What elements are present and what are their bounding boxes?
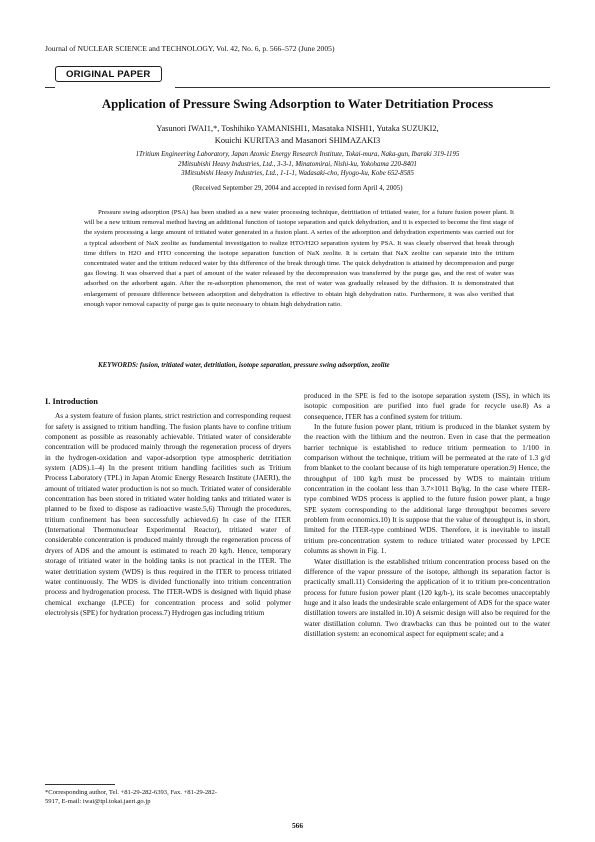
right-column bbox=[304, 391, 550, 639]
affiliation-3: 3Mitsubishi Heavy Industries, Ltd., 1-1-1, Wadasaki-cho, Hyogo-ku, Kobe 652-8585 bbox=[181, 170, 414, 178]
affiliation-2: 2Mitsubishi Heavy Industries, Ltd., 3-3-1, Minatomirai, Nishi-ku, Yokohama 220-8401 bbox=[178, 160, 417, 168]
intro-paragraph-2: In the future fusion power plant, tritium is produced in the blanket system by the reaction with the lithium and the neutron. Even in case that the permeation barrier technique is established to reduce tritium permeation to 1/100 in comparison without the technique, tritium will be permeated at the rate of 1.3 g/d from blanket to the coolant because of its high temperature operation.9) Hence, the throughput of 100 kg/h must be processed by WDS to maintain tritium concentration in the coolant less than 3.7×1011 Bq/kg. In the case where ITER-type combined WDS process is applied to the future fusion power plant, a huge SPE system corresponding to the additional large throughput becomes severe problem from economics.10) It is suppose that the value of throughput is, in short, limited for the ITER-type combined WDS. Therefore, it is inevitable to install tritium pre-concentration system to reduce tritiated water processed by LPCE columns as shown in Fig. 1. bbox=[304, 422, 550, 556]
intro-paragraph-continued: produced in the SPE is fed to the isotope separation system (ISS), in which its isotopic composition are purified into fuel grade for recycle use.8) As a consequence, ITER has a confined system for tritium. bbox=[304, 391, 550, 421]
intro-paragraph-3: Water distillation is the established tritium concentration process based on the difference of the vapor pressure of the isotope, although its separation factor is practically small.11) Considering the application of it to tritium pre-concentration process for future fusion power plant (120 kg/h-), its scale becomes unacceptably huge and it also leads the undesirable scale enlargement of ADS for the space water distillation towers are installed in.10) A seismic design will also be required for the water distillation column. Two drawbacks can thus be pointed out to the water distillation system: an economical aspect for equipment scale; and a bbox=[304, 556, 550, 638]
abstract: Pressure swing adsorption (PSA) has been studied as a new water processing technique, detritiation of tritiated water, for a future fusion power plant. It will be a new tritium removal method having an additional function of isotope separation and quick dehydration, and it is expected to become the first stage of the system processing a large amount of tritiated water generated in a fusion plant. A series of the adsorption and dehydration experiments was carried out for a typical adsorbent of NaX zeolite as fundamental investigation to realize HTO/H2O separation system by PSA. It was clearly observed that break through time differs in H2O and HTO concerning the isotope separation function of NaX zeolite. It is certain that NaX zeolite can separate into the tritium concentrated water and the tritium reduced water by this difference of the break through time. The quick dehydration is attained by decompression and purge gas flowing. It was observed that a part of amount of the water released by the decompression was transferred by the purge gas, and the rest of water was adsorbed on the adsorbent again. After the re-adsorption phenomenon, the rest of water was gradually released by the diffusion. It is demonstrated that enlargement of pressure difference between adsorption and dehydration is effective to obtain high dehydration ratio. Furthermore, it was also verified that enough vapor removal capacity of purge gas is quite necessary to obtain high dehydration ratio. bbox=[84, 209, 514, 308]
footnote-line-2: 5917, E-mail: iwai@tpl.tokai.jaeri.go.jp bbox=[45, 798, 151, 806]
left-column bbox=[45, 397, 291, 618]
paper-title: Application of Pressure Swing Adsorption to Water Detritiation Process bbox=[101, 97, 494, 111]
article-type-badge: ORIGINAL PAPER bbox=[55, 66, 162, 82]
authors-line-2: Kouichi KURITA3 and Masanori SHIMAZAKI3 bbox=[214, 136, 381, 145]
corresponding-author-footnote bbox=[45, 788, 291, 807]
footnote-line-1: *Corresponding author, Tel. +81-29-282-6393, Fax. +81-29-282- bbox=[45, 789, 217, 796]
footnote-rule bbox=[45, 784, 115, 785]
keywords: KEYWORDS: fusion, tritiated water, detritiation, isotope separation, pressure swing adsorption, zeolite bbox=[98, 362, 390, 369]
header-rule-right bbox=[175, 87, 550, 88]
affiliations bbox=[45, 150, 550, 179]
journal-citation: Journal of NUCLEAR SCIENCE and TECHNOLOGY, Vol. 42, No. 6, p. 566–572 (June 2005) bbox=[45, 44, 335, 53]
author-list bbox=[45, 123, 550, 147]
received-dates: (Received September 29, 2004 and accepted in revised form April 4, 2005) bbox=[192, 184, 403, 192]
page-number: 566 bbox=[291, 821, 304, 830]
affiliation-1: 1Tritium Engineering Laboratory, Japan Atomic Energy Research Institute, Tokai-mura, Naka-gun, Ibaraki 319-1195 bbox=[135, 151, 460, 158]
section-heading: I. Introduction bbox=[45, 397, 98, 406]
intro-paragraph-1: As a system feature of fusion plants, strict restriction and corresponding request for safety is assigned to tritium handling. The fusion plants have to confine tritium component as possible as reasonably achievable. Tritiated water of considerable concentration will be produced mainly through the regeneration process of dryers in the hydrogen-oxidation and vapor-adsorption type atmospheric detritiation system (ADS).1–4) In the present tritium handling facilities such as Tritium Process Laboratory (TPL) in Japan Atomic Energy Research Institute (JAERI), the amount of tritiated water production is not so much. Tritiated water of considerable concentration has been stored in tritiated water holding tanks and tritiated water is planned to be fixed to dispose as radioactive waste.5,6) Through the procedures, tritium confinement has been successfully achieved.6) In case of the ITER (International Thermonuclear Experimental Reactor), tritiated water of considerable concentration is produced mainly through the regeneration process of dryers of ADS and the amount is estimated to reach 20 kg/h. Hence, temporary storage of tritiated water in the holding tanks is not practical in the ITER. The water detritiation system (WDS) is thus required in the ITER to process tritiated water continuously. The WDS is divided functionally into tritium concentration process and hydrogenation process. The ITER-WDS is designed with liquid phase chemical exchange (LPCE) for concentration process and solid polymer electrolysis (SPE) for hydration process.7) Hydrogen gas including tritium bbox=[45, 411, 291, 617]
authors-line-1: Yasunori IWAI1,*, Toshihiko YAMANISHI1, Masataka NISHI1, Yutaka SUZUKI2, bbox=[156, 124, 439, 133]
header-rule-left bbox=[45, 87, 55, 88]
